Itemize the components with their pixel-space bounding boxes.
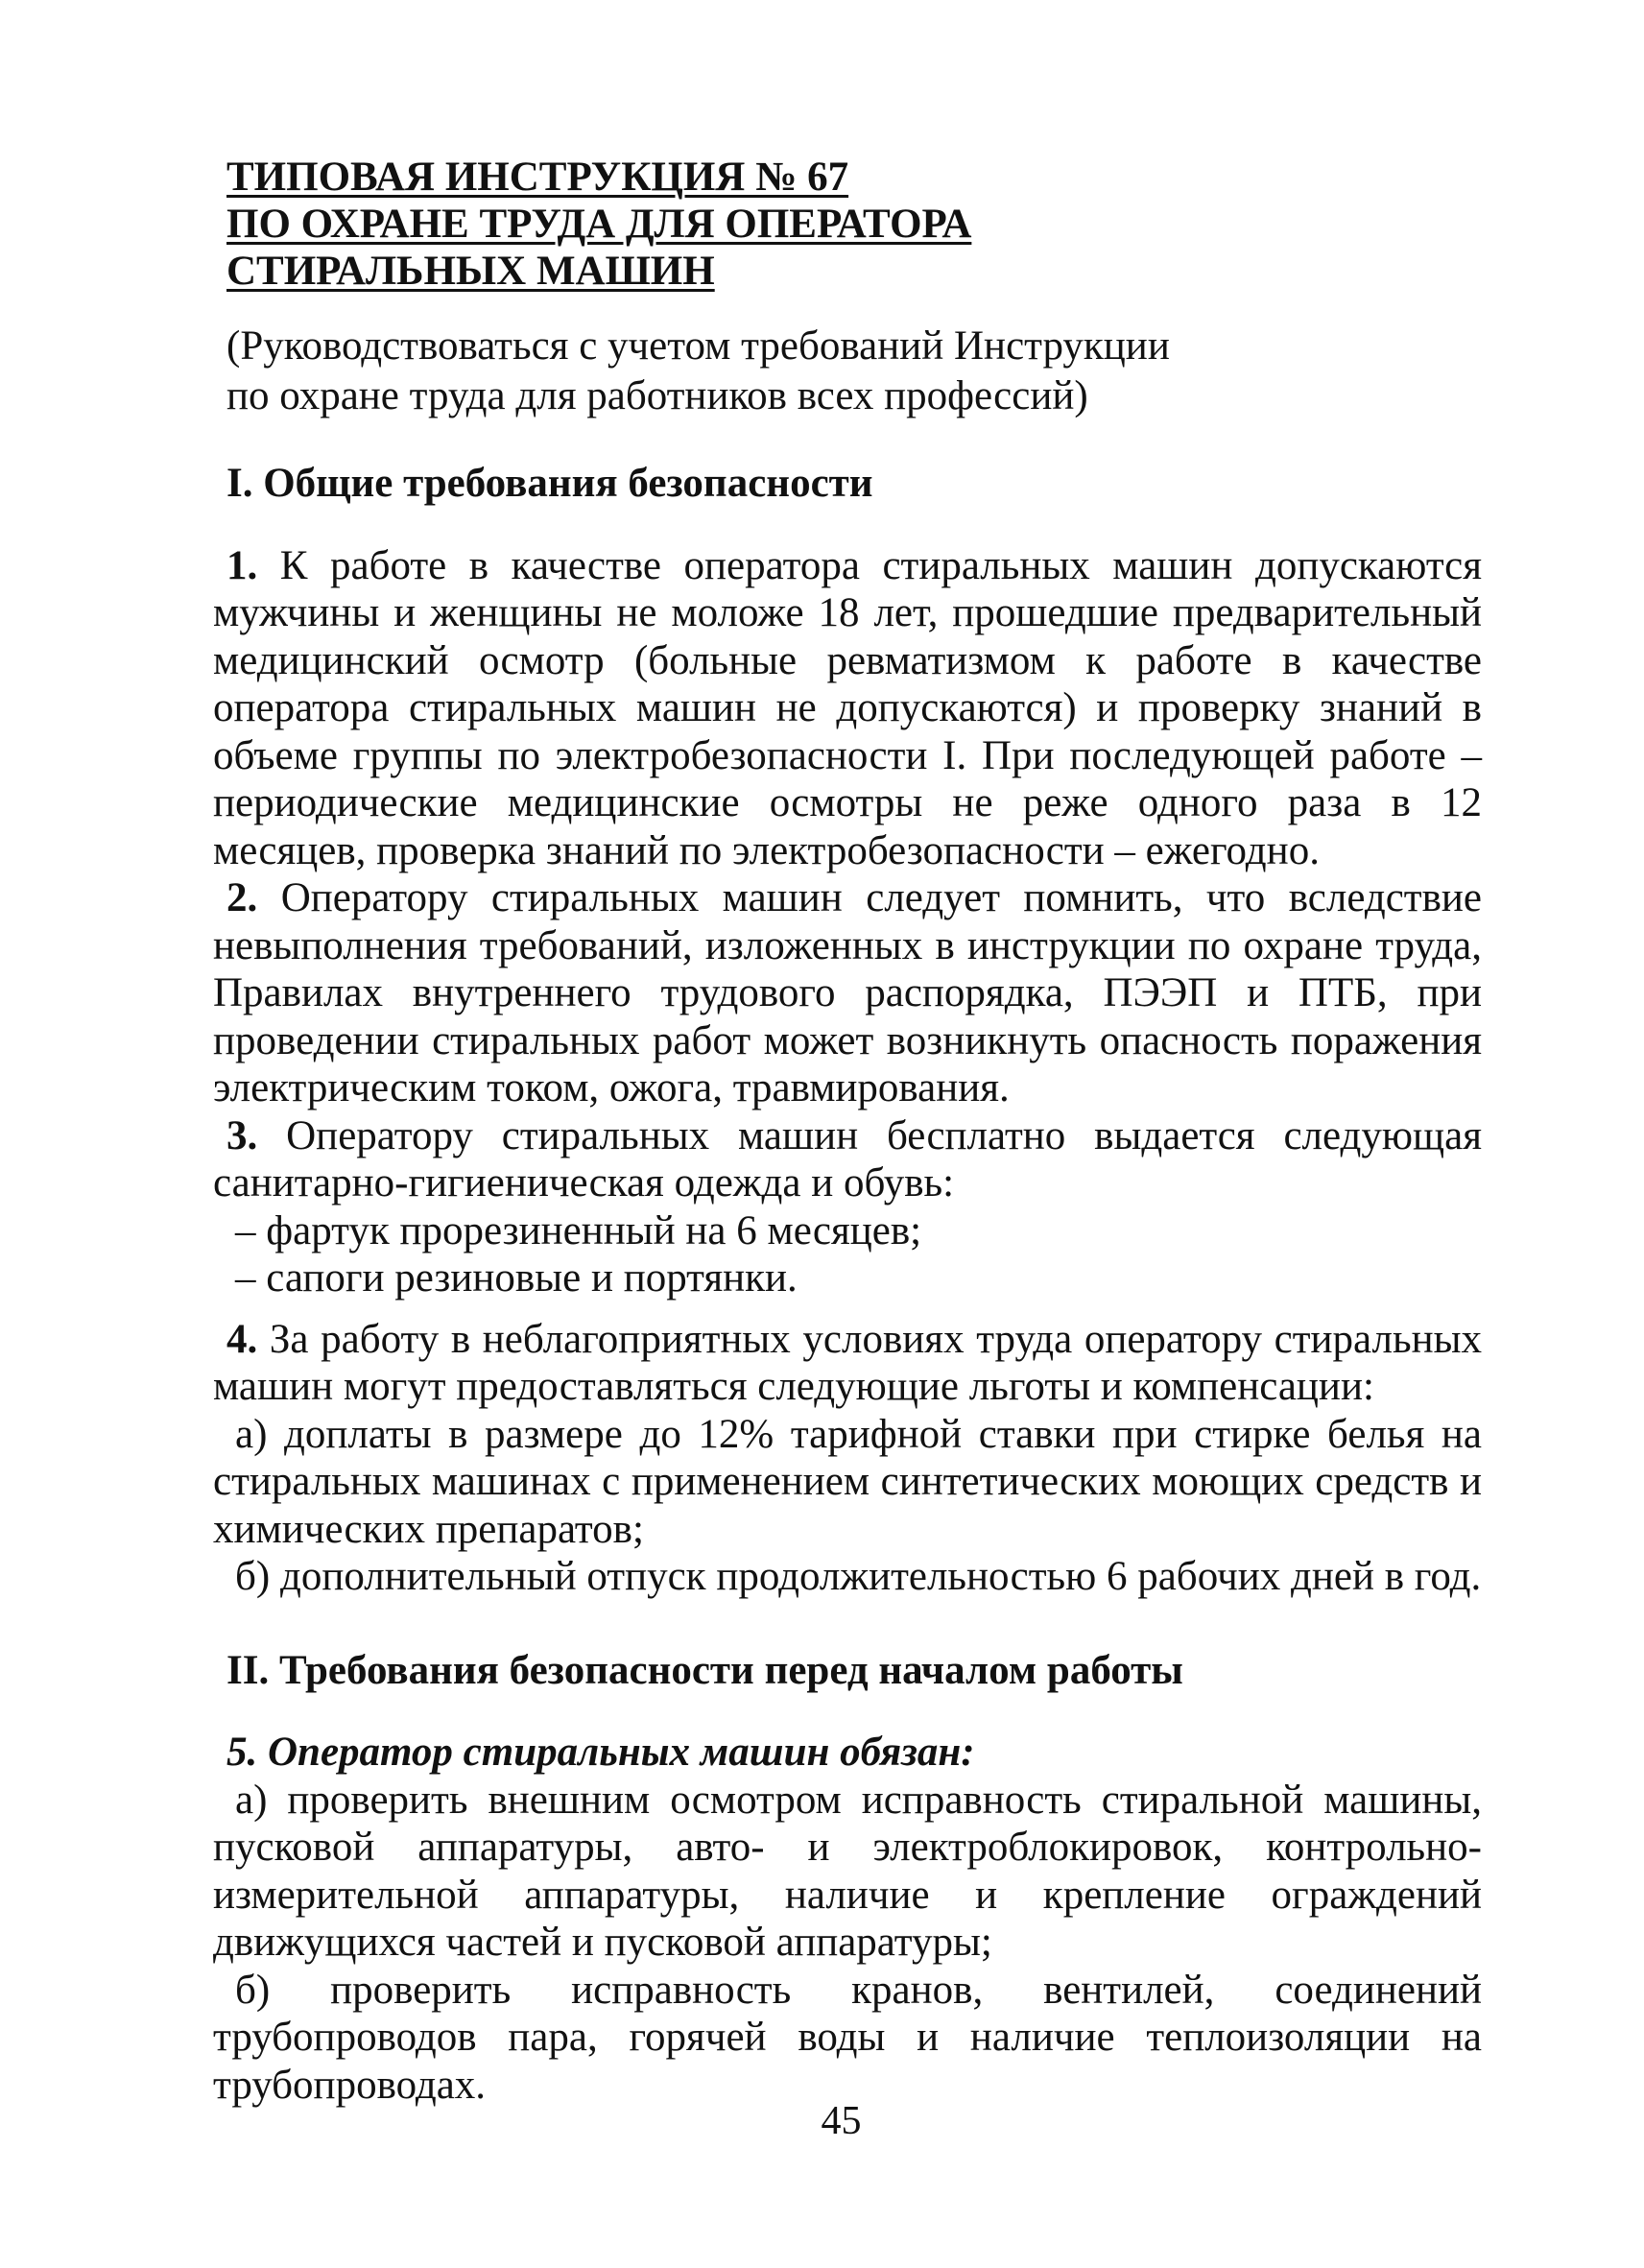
paragraph-lead: 5. Оператор стиральных машин обязан: [226,1730,975,1775]
paragraph-text: Оператору стиральных машин следует помнить, что вследствие невыполнения требований, изложенных в инструкции по охране труда, Правилах внутреннего трудового распорядка, ПЭЭП и ПТБ, при проведении стиральных работ может возникнуть опасность поражения электрическим током, ожога, травмирования. [213,875,1482,1110]
title-line: СТИРАЛЬНЫХ МАШИН [226,249,715,294]
list-item: – фартук прорезиненный на 6 месяцев; [235,1207,922,1253]
applicability-note [226,322,1482,421]
title-line: ТИПОВАЯ ИНСТРУКЦИЯ № 67 [226,155,849,200]
paragraph-text: Оператору стиральных машин бесплатно выдается следующая санитарно-гигиеническая одежда и обувь: [213,1112,1482,1206]
paragraph-number: 3. [226,1112,258,1158]
page-content [213,154,1482,2109]
section-heading-before-work: II. Требования безопасности перед началом работы [226,1647,1183,1693]
paragraph-number: 2. [226,875,258,920]
paragraph-1 [213,542,1482,875]
section-heading-general: I. Общие требования безопасности [226,461,873,506]
note-line: (Руководствоваться с учетом требований Инструкции [226,323,1170,369]
page-number: 45 [821,2099,862,2143]
paragraph-3 [213,1112,1482,1207]
paragraph-text: За работу в неблагоприятных условиях труда оператору стиральных машин могут предоставляться следующие льготы и компенсации: [213,1316,1482,1409]
title-line: ПО ОХРАНЕ ТРУДА ДЛЯ ОПЕРАТОРА [226,202,972,247]
subitem-b: б) проверить исправность кранов, вентилей, соединений трубопроводов пара, горячей воды и наличие теплоизоляции на трубопроводах. [213,1967,1482,2108]
note-line: по охране труда для работников всех профессий) [226,373,1088,418]
paragraph-number: 1. [226,542,258,588]
subitem-b: б) дополнительный отпуск продолжительностью 6 рабочих дней в год. [235,1554,1482,1599]
paragraph-2 [213,874,1482,1112]
paragraph-4 [213,1316,1482,1411]
document-title [226,154,1482,295]
paragraph-text: К работе в качестве оператора стиральных машин допускаются мужчины и женщины не моложе 18 лет, прошедшие предварительный медицинский осмотр (больные ревматизмом к работе в качестве оператора стиральных машин не допускаются) и проверку знаний в объеме группы по электробезопасности I. При последующей работе – периодические медицинские осмотры не реже одного раза в 12 месяцев, проверка знаний по электробезопасности – ежегодно. [213,542,1482,873]
paragraph-5 [213,1729,1482,1777]
paragraph-number: 4. [226,1316,258,1362]
subitem-a: а) доплаты в размере до 12% тарифной ставки при стирке белья на стиральных машинах с применением синтетических моющих средств и химических препаратов; [213,1411,1482,1552]
subitem-a: а) проверить внешним осмотром исправность стиральной машины, пусковой аппаратуры, авто- и электроблокировок, контрольно-измерительной аппаратуры, наличие и крепление ограждений движущихся частей и пусковой аппаратуры; [213,1777,1482,1965]
list-item: – сапоги резиновые и портянки. [235,1255,798,1301]
